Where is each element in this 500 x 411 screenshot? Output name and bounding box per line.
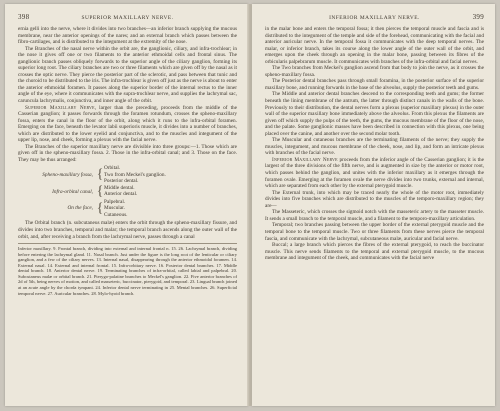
- imn-heading: Inferior Maxillary Nerve: [272, 156, 338, 163]
- right-paragraph: The Masseteric, which crosses the sigmoid notch with the masseteric artery to the masseter muscle. It sends a small branch to the temporal muscle, and a filament to the temporo-maxillary articulation.: [265, 209, 484, 222]
- branches-lead: The Branches of the superior maxillary nerve are divisible into three groups:—1. Those which are given off in the spheno-maxillary fossa. 2. Those in the infra-orbital canal; and 3. Those on the face. They: [18, 143, 237, 163]
- group-item: Muscular.: [104, 205, 125, 212]
- right-paragraph: The Middle and anterior dental branches descend to the corresponding teeth and gums; the former beneath the lining membrane of the antrum, the latter through distinct canals in the walls of the bone. Previously to their distribution, the dental nerves form a plexus (superior maxillary plexus) in the outer wall of the superior maxillary bone immediately above the alveolus. From this plexus the filaments are given off which supply the pulps of the teeth, the gums, the mucous membrane of the floor of the nose, and the palate. Some ganglionic masses have been described in connection with this plexus, one being placed over the canine, and another over the second molar tooth.: [265, 91, 484, 137]
- branch-distribution-table: [34, 165, 237, 218]
- orbital-paragraph: [18, 220, 237, 240]
- group-items: [104, 185, 237, 199]
- right-paragraph: The Two branches from Meckel's ganglion ascend from that body to join the nerve, as it crosses the spheno-maxillary fossa.: [265, 65, 484, 78]
- orbital-heading: The Orbital branch: [25, 220, 66, 227]
- right-paragraph: Temporal; two branches passing between the upper border of the external pterygoid muscle and the temporal bone to the temporal muscle. Two or three filaments from these nerves pierce the temporal fascia, and communicate with the lachrymal, subcutaneous malæ, auricular and facial nerve.: [265, 222, 484, 242]
- group-name: On the face,: [67, 205, 93, 212]
- right-paragraph: The Posterior dental branches pass through small foramina, in the posterior surface of the superior maxillary bone, and running forwards in the base of the alveolus, supply the posterior teeth and gums.: [265, 78, 484, 91]
- group-item: Posterior dental.: [104, 178, 139, 185]
- group-name: Spheno-maxillary fossa,: [42, 171, 93, 178]
- footnotes: Inferior maxillary. 9. Frontal branch, dividing into external and internal frontal n. 15. 26. Lachrymal branch, dividing before entering the lachrymal gland. 11. Nasal branch. Just under the figure is the long root of the lenticular or ciliary ganglion, and a few of the ciliary nerves. 13. Internal nasal, disappearing through the anterior ethmoidal foramen. 14. External nasal. 14. External and internal frontal. 15. Infra-orbitary nerve. 16. Posterior dental branches. 17. Middle dental branch. 18. Anterior dental nerve. 19. Terminating branches of infra-orbital, called labial and palpebral. 20. Subcutaneus malæ or orbital branch. 21. Pterygo-palatine branches to Meckel's ganglion. 22. Five anterior branches of 2d of 5th, being nerves of motion, and called masseteric, buccinator, pterygoid, and temporal. 23. Lingual branch joined at an acute angle by the chorda tympani. 24. Inferior dental nerve terminating in 25. Mental branches. 26. Superficial temporal nerve. 27. Auricular branches. 28. Mylo-hyoid branch.: [18, 243, 237, 296]
- group-items: [104, 199, 237, 219]
- group-item: Two from Meckel's ganglion.: [104, 171, 166, 178]
- right-paragraph: The Muscular and cutaneous branches are the terminating filaments of the nerve; they supply the muscles, integument, and mucous membrane of the cheek, nose, and lip, and form an intricate plexus with branches of the facial nerve.: [265, 137, 484, 157]
- left-page: [5, 4, 248, 406]
- left-paragraph: ernia gelli into the nerve, where it divides into two branches—an inferior branch supplying the mucous membrane, near the anterior openings of the nares; and an external branch which passes between the fibro-cartilages, and is distributed to the integument at the extremity of the nose.: [18, 26, 237, 46]
- right-page: [252, 4, 495, 406]
- right-running-header: [265, 13, 484, 21]
- right-paragraph: Buccal; a large branch which pierces the fibres of the external pterygoid, to reach the buccinator muscle. This nerve sends filaments to the temporal and external pterygoid muscle, to the mucous membrane and integument of the cheek, and communicates with the facial nerve: [265, 242, 484, 262]
- group-item: Palpebral.: [104, 198, 126, 205]
- branches-intro: may be thus arranged:: [30, 156, 77, 163]
- group-item: Orbital.: [104, 165, 121, 172]
- right-paragraph: The External trunk, into which may be traced nearly the whole of the motor root, immediately divides into five branches which are distributed to the muscles of the temporo-maxillary region; they are—: [265, 189, 484, 209]
- left-page-number: 398: [18, 13, 30, 21]
- smn-paragraph: [18, 105, 237, 144]
- branches-paragraph: [18, 144, 237, 164]
- left-running-head: SUPERIOR MAXILLARY NERVE.: [81, 15, 174, 21]
- group-item: Cutaneous.: [104, 211, 128, 218]
- right-paragraph: in the malar bone and enters the temporal fossa; it then pierces the temporal muscle and fascia and is distributed to the integument of the temple and side of the forehead, communicating with the facial and anterior auricular nerve. In the temporal fossa it communicates with the deep temporal nerves. The malar, or inferior branch, takes its course along the lower angle of the outer wall of the orbit, and emerges upon the cheek through an opening in the malar bone, passing between its fibres of the orbicularis palpebrarum muscle. It communicates with branches of the infra-orbital and facial nerves.: [265, 26, 484, 65]
- brace-icon: {: [96, 183, 104, 199]
- imn-text: proceeds from the inferior angle of the Casserian ganglion; it is the largest of the three divisions of the fifth nerve, and is augmented in size by the anterior or motor root, which passes behind the ganglion, and unites with the inferior maxillary as it emerges through the foramen ovale. Emerging at the foramen ovale the nerve divides into two trunks, external and internal, which are separated from each other by the external pterygoid muscle.: [265, 156, 485, 190]
- imn-paragraph: [265, 157, 484, 190]
- left-paragraph: The Branches of the nasal nerve within the orbit are, the ganglionic, ciliary, and infra-trochlear; in the nose it gives off one or two filaments to the anterior ethmoidal cells and frontal sinus. The ganglionic branch passes obliquely forwards to the superior angle of the ciliary ganglion, forming its superior long root. The ciliary branches are two or three filaments which are given off by the nasal as it crosses the optic nerve. They pierce the posterior part of the sclerotic, and pass between that tunic and the choroid to be distributed to the iris. The infra-trochlear is given off just as the nerve is about to enter the anterior ethmoidal foramen. It passes along the superior border of the internal rectus to the inner angle of the eye, where it communicates with the supra-trochlear nerve, and supplies the lachrymal sac, caruncula lachrymalis, conjunctiva, and inner angle of the orbit.: [18, 45, 237, 105]
- group-name: Infra-orbital canal,: [52, 188, 93, 195]
- group-item: Anterior dental.: [104, 191, 138, 198]
- group-item: Middle dental.: [104, 184, 135, 191]
- right-running-head: INFERIOR MAXILLARY NERVE.: [329, 15, 420, 21]
- brace-icon: {: [96, 167, 104, 183]
- right-page-number: 399: [472, 13, 484, 21]
- left-running-header: [18, 13, 237, 21]
- brace-icon: {: [96, 200, 104, 216]
- orbital-text: (n. subcutaneus malæ) enters the orbit through the spheno-maxillary fissure, and divides into two branches, temporal and malar; the temporal branch ascends along the outer wall of the orbit, and, after receiving a branch from the lachrymal nerve, passes through a canal: [18, 220, 237, 240]
- smn-heading: Superior Maxillary Nerve: [25, 104, 95, 111]
- smn-text: , larger than the preceding, proceeds from the middle of the Casserian ganglion; it passes forwards through the foramen rotundum, crosses the spheno-maxillary fossa, enters the canal in the floor of the orbit, along which it runs to the infra-orbital foramen. Emerging on the face, beneath the levator labii superioris muscle, it divides into a number of branches, which are distributed to the lower eyelid and conjunctiva, and to the muscles and integument of the upper lip, nose, and cheek, forming a plexus with the facial nerve.: [18, 104, 237, 144]
- group-items: [104, 165, 237, 185]
